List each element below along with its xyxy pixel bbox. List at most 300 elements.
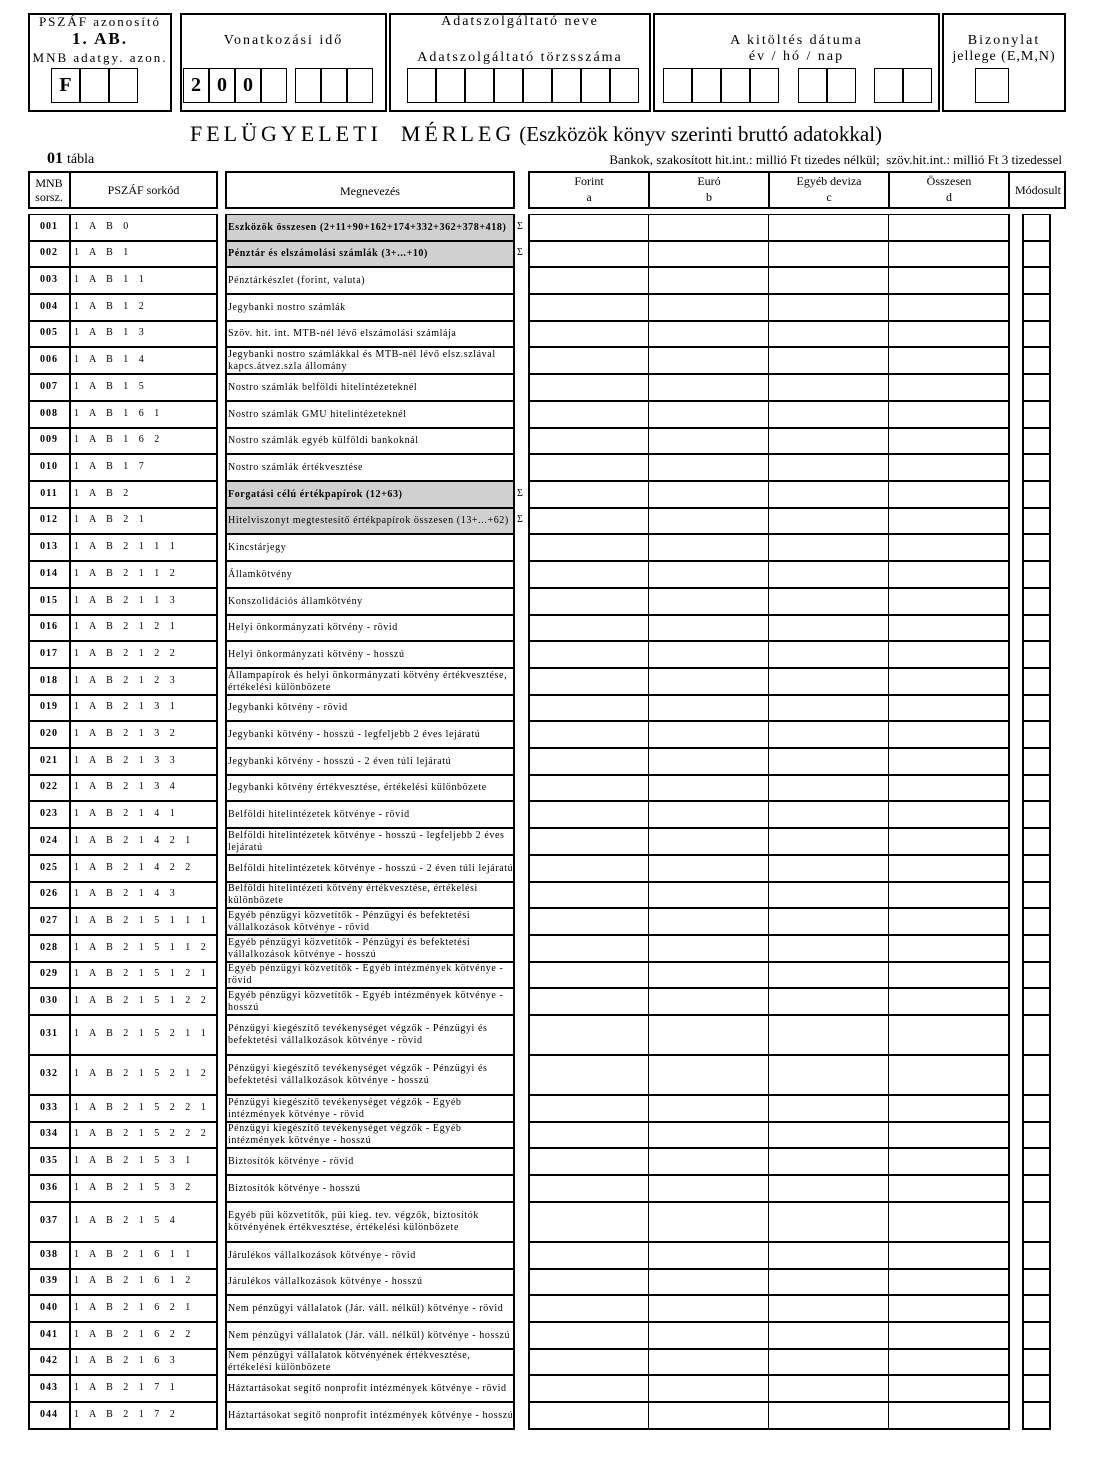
cell-modified[interactable] [1022, 428, 1051, 454]
cell-modified[interactable] [1022, 561, 1051, 588]
cell-euro[interactable] [648, 1322, 769, 1349]
cell-euro[interactable] [648, 988, 769, 1015]
period-digit-2[interactable]: 0 [209, 68, 235, 103]
period-digit-4[interactable] [261, 68, 287, 103]
period-digit-1[interactable]: 2 [183, 68, 209, 103]
provider-id-digit-4[interactable] [494, 68, 523, 103]
cell-modified[interactable] [1022, 1269, 1051, 1295]
cell-modified[interactable] [1022, 962, 1051, 988]
cell-forint[interactable] [528, 1175, 649, 1202]
row-code-divider [69, 855, 71, 882]
doc-type-input[interactable] [975, 68, 1009, 103]
cell-euro[interactable] [648, 882, 769, 908]
cell-euro[interactable] [648, 935, 769, 962]
cell-modified[interactable] [1022, 775, 1051, 801]
provider-id-digit-6[interactable] [552, 68, 581, 103]
cell-other-currency[interactable] [768, 1402, 889, 1429]
cell-total[interactable] [888, 908, 1010, 935]
cell-forint[interactable] [528, 962, 649, 988]
cell-euro[interactable] [648, 1055, 769, 1095]
cell-total[interactable] [888, 855, 1010, 882]
cell-total[interactable] [888, 1242, 1010, 1269]
cell-other-currency[interactable] [768, 882, 889, 908]
fill-date-digit-2[interactable] [692, 68, 721, 103]
cell-euro[interactable] [648, 481, 769, 508]
doc-type-options: jellege (E,M,N) [952, 49, 1056, 64]
cell-euro[interactable] [648, 1375, 769, 1402]
cell-forint[interactable] [528, 294, 649, 321]
cell-other-currency[interactable] [768, 561, 889, 588]
cell-euro[interactable] [648, 241, 769, 267]
cell-total[interactable] [888, 1202, 1010, 1242]
cell-modified[interactable] [1022, 214, 1051, 241]
fill-date-digit-4[interactable] [750, 68, 779, 103]
row-mnb-number: 035 [40, 1154, 58, 1166]
cell-total[interactable] [888, 1402, 1010, 1429]
cell-forint[interactable] [528, 1095, 649, 1122]
cell-forint[interactable] [528, 1269, 649, 1295]
cell-total[interactable] [888, 374, 1010, 401]
cell-euro[interactable] [648, 1402, 769, 1429]
cell-euro[interactable] [648, 828, 769, 855]
cell-modified[interactable] [1022, 454, 1051, 481]
provider-id-label: Adatszolgáltató törzsszáma [417, 50, 623, 65]
cell-other-currency[interactable] [768, 1202, 889, 1242]
cell-modified[interactable] [1022, 1322, 1051, 1349]
cell-euro[interactable] [648, 214, 769, 241]
cell-other-currency[interactable] [768, 721, 889, 748]
cell-total[interactable] [888, 828, 1010, 855]
cell-euro[interactable] [648, 1122, 769, 1148]
cell-modified[interactable] [1022, 481, 1051, 508]
provider-id-digit-2[interactable] [436, 68, 465, 103]
cell-euro[interactable] [648, 908, 769, 935]
cell-modified[interactable] [1022, 1242, 1051, 1269]
cell-other-currency[interactable] [768, 1095, 889, 1122]
cell-euro[interactable] [648, 347, 769, 374]
cell-total[interactable] [888, 1015, 1010, 1055]
cell-forint[interactable] [528, 454, 649, 481]
cell-modified[interactable] [1022, 1375, 1051, 1402]
cell-euro[interactable] [648, 534, 769, 561]
cell-euro[interactable] [648, 1202, 769, 1242]
cell-forint[interactable] [528, 668, 649, 695]
cell-euro[interactable] [648, 1148, 769, 1175]
cell-other-currency[interactable] [768, 908, 889, 935]
row-mnb-number: 029 [40, 968, 58, 979]
cell-modified[interactable] [1022, 294, 1051, 321]
cell-other-currency[interactable] [768, 855, 889, 882]
cell-other-currency[interactable] [768, 1015, 889, 1055]
cell-euro[interactable] [648, 721, 769, 748]
provider-id-digit-3[interactable] [465, 68, 494, 103]
cell-modified[interactable] [1022, 1095, 1051, 1122]
provider-id-digit-5[interactable] [523, 68, 552, 103]
cell-modified[interactable] [1022, 1148, 1051, 1175]
cell-other-currency[interactable] [768, 347, 889, 374]
sum-icon: Σ [517, 514, 523, 525]
cell-other-currency[interactable] [768, 294, 889, 321]
mnb-id-char-1[interactable]: F [51, 68, 80, 103]
row-pszaf-code: 1 A B 2 1 5 2 2 1 [74, 1101, 210, 1113]
row-pszaf-code: 1 A B 2 1 5 1 1 2 [74, 941, 210, 953]
cell-total[interactable] [888, 615, 1010, 641]
cell-modified[interactable] [1022, 1402, 1051, 1429]
cell-modified[interactable] [1022, 534, 1051, 561]
cell-forint[interactable] [528, 1295, 649, 1322]
row-code-divider [69, 508, 71, 534]
cell-euro[interactable] [648, 801, 769, 828]
cell-total[interactable] [888, 401, 1010, 428]
cell-total[interactable] [888, 1095, 1010, 1122]
cell-forint[interactable] [528, 882, 649, 908]
period-digit-3[interactable]: 0 [235, 68, 261, 103]
row-name: Belföldi hitelintézetek kötvénye - hosszú - 2 éven túli lejáratú [228, 862, 514, 874]
cell-forint[interactable] [528, 641, 649, 668]
cell-total[interactable] [888, 588, 1010, 615]
cell-other-currency[interactable] [768, 615, 889, 641]
cell-euro[interactable] [648, 508, 769, 534]
cell-euro[interactable] [648, 588, 769, 615]
cell-modified[interactable] [1022, 935, 1051, 962]
cell-euro[interactable] [648, 1095, 769, 1122]
cell-forint[interactable] [528, 935, 649, 962]
row-code-divider [69, 615, 71, 641]
cell-forint[interactable] [528, 908, 649, 935]
cell-euro[interactable] [648, 962, 769, 988]
table-number [47, 150, 94, 168]
row-pszaf-code: 1 A B 2 1 3 3 [74, 754, 179, 766]
cell-forint[interactable] [528, 241, 649, 267]
cell-other-currency[interactable] [768, 481, 889, 508]
cell-other-currency[interactable] [768, 401, 889, 428]
cell-other-currency[interactable] [768, 214, 889, 241]
cell-forint[interactable] [528, 988, 649, 1015]
cell-forint[interactable] [528, 428, 649, 454]
cell-forint[interactable] [528, 1402, 649, 1429]
row-mnb-number: 027 [40, 914, 58, 926]
row-name: Szöv. hit. int. MTB-nél lévő elszámolási számlája [228, 328, 457, 339]
cell-forint[interactable] [528, 855, 649, 882]
cell-euro[interactable] [648, 748, 769, 775]
cell-forint[interactable] [528, 481, 649, 508]
cell-total[interactable] [888, 801, 1010, 828]
cell-other-currency[interactable] [768, 935, 889, 962]
period-digit-5[interactable] [295, 68, 321, 103]
cell-forint[interactable] [528, 1148, 649, 1175]
cell-forint[interactable] [528, 695, 649, 721]
cell-euro[interactable] [648, 428, 769, 454]
cell-total[interactable] [888, 882, 1010, 908]
cell-forint[interactable] [528, 1122, 649, 1148]
cell-total[interactable] [888, 695, 1010, 721]
cell-forint[interactable] [528, 775, 649, 801]
col-head-name: Megnevezés [340, 184, 400, 198]
cell-euro[interactable] [648, 454, 769, 481]
period-digit-6[interactable] [321, 68, 347, 103]
cell-modified[interactable] [1022, 1175, 1051, 1202]
row-code-divider [69, 721, 71, 748]
cell-euro[interactable] [648, 1295, 769, 1322]
period-digit-7[interactable] [347, 68, 373, 103]
row-pszaf-code: 1 A B 2 1 6 1 1 [74, 1248, 195, 1260]
row-code-divider [69, 588, 71, 615]
row-pszaf-code: 1 A B 2 1 3 2 [74, 727, 179, 739]
cell-forint[interactable] [528, 1015, 649, 1055]
cell-modified[interactable] [1022, 1295, 1051, 1322]
cell-euro[interactable] [648, 615, 769, 641]
cell-other-currency[interactable] [768, 1322, 889, 1349]
cell-total[interactable] [888, 534, 1010, 561]
cell-other-currency[interactable] [768, 508, 889, 534]
row-name: Jegybanki kötvény - hosszú - legfeljebb 2 éves lejáratú [228, 728, 481, 740]
cell-other-currency[interactable] [768, 801, 889, 828]
cell-total[interactable] [888, 1295, 1010, 1322]
row-name: Egyéb pénzügyi közvetítők - Pénzügyi és befektetési vállalkozások kötvénye - rövid [228, 909, 471, 933]
mnb-id-char-2[interactable] [80, 68, 109, 103]
cell-forint[interactable] [528, 1055, 649, 1095]
cell-total[interactable] [888, 481, 1010, 508]
cell-euro[interactable] [648, 267, 769, 294]
cell-forint[interactable] [528, 615, 649, 641]
cell-forint[interactable] [528, 374, 649, 401]
cell-other-currency[interactable] [768, 1122, 889, 1148]
cell-modified[interactable] [1022, 374, 1051, 401]
cell-forint[interactable] [528, 508, 649, 534]
row-mnb-number: 038 [40, 1248, 58, 1260]
cell-modified[interactable] [1022, 588, 1051, 615]
cell-modified[interactable] [1022, 615, 1051, 641]
col-head-euro: Euró [697, 174, 721, 188]
cell-other-currency[interactable] [768, 428, 889, 454]
row-name: Járulékos vállalkozások kötvénye - hosszú [228, 1276, 423, 1287]
cell-modified[interactable] [1022, 508, 1051, 534]
row-name: Államkötvény [228, 568, 293, 580]
cell-other-currency[interactable] [768, 267, 889, 294]
row-mnb-number: 026 [40, 888, 58, 899]
row-code-divider [69, 1322, 71, 1349]
row-code-divider [69, 1122, 71, 1148]
mnb-id-char-3[interactable] [109, 68, 138, 103]
cell-euro[interactable] [648, 855, 769, 882]
fill-date-digit-5[interactable] [798, 68, 827, 103]
cell-total[interactable] [888, 428, 1010, 454]
fill-date-digit-1[interactable] [663, 68, 692, 103]
provider-id-digit-1[interactable] [407, 68, 436, 103]
cell-total[interactable] [888, 988, 1010, 1015]
cell-euro[interactable] [648, 561, 769, 588]
cell-forint[interactable] [528, 588, 649, 615]
cell-other-currency[interactable] [768, 828, 889, 855]
cell-modified[interactable] [1022, 828, 1051, 855]
cell-modified[interactable] [1022, 882, 1051, 908]
cell-total[interactable] [888, 294, 1010, 321]
cell-euro[interactable] [648, 775, 769, 801]
cell-forint[interactable] [528, 828, 649, 855]
cell-total[interactable] [888, 1175, 1010, 1202]
row-pszaf-code: 1 A B 2 1 5 2 1 2 [74, 1068, 210, 1079]
cell-modified[interactable] [1022, 695, 1051, 721]
cell-other-currency[interactable] [768, 988, 889, 1015]
row-name: Járulékos vállalkozások kötvénye - rövid [228, 1249, 416, 1261]
cell-euro[interactable] [648, 401, 769, 428]
cell-other-currency[interactable] [768, 1349, 889, 1375]
cell-forint[interactable] [528, 748, 649, 775]
cell-total[interactable] [888, 1269, 1010, 1295]
cell-total[interactable] [888, 561, 1010, 588]
cell-modified[interactable] [1022, 241, 1051, 267]
row-code-divider [69, 962, 71, 988]
cell-total[interactable] [888, 321, 1010, 347]
row-pszaf-code: 1 A B 2 1 3 1 [74, 701, 179, 712]
cell-modified[interactable] [1022, 321, 1051, 347]
cell-forint[interactable] [528, 561, 649, 588]
row-pszaf-code: 1 A B 2 1 4 2 2 [74, 861, 195, 873]
cell-total[interactable] [888, 1122, 1010, 1148]
cell-other-currency[interactable] [768, 1375, 889, 1402]
cell-total[interactable] [888, 347, 1010, 374]
cell-total[interactable] [888, 1148, 1010, 1175]
cell-total[interactable] [888, 775, 1010, 801]
cell-other-currency[interactable] [768, 695, 889, 721]
cell-total[interactable] [888, 1349, 1010, 1375]
cell-forint[interactable] [528, 267, 649, 294]
cell-total[interactable] [888, 668, 1010, 695]
cell-other-currency[interactable] [768, 374, 889, 401]
row-code-divider [69, 534, 71, 561]
row-mnb-number: 030 [40, 994, 58, 1006]
cell-euro[interactable] [648, 374, 769, 401]
cell-euro[interactable] [648, 668, 769, 695]
cell-other-currency[interactable] [768, 748, 889, 775]
cell-euro[interactable] [648, 1175, 769, 1202]
cell-modified[interactable] [1022, 1349, 1051, 1375]
row-pszaf-code: 1 A B 1 6 1 [74, 407, 164, 419]
cell-other-currency[interactable] [768, 1148, 889, 1175]
cell-total[interactable] [888, 962, 1010, 988]
cell-modified[interactable] [1022, 801, 1051, 828]
cell-modified[interactable] [1022, 855, 1051, 882]
cell-total[interactable] [888, 641, 1010, 668]
cell-forint[interactable] [528, 1375, 649, 1402]
row-name: Jegybanki kötvény értékvesztése, értékelési különbözete [228, 782, 487, 793]
cell-euro[interactable] [648, 695, 769, 721]
cell-total[interactable] [888, 241, 1010, 267]
cell-total[interactable] [888, 454, 1010, 481]
fill-date-digit-7[interactable] [874, 68, 903, 103]
cell-euro[interactable] [648, 1015, 769, 1055]
row-pszaf-code: 1 A B 2 1 3 4 [74, 781, 179, 792]
cell-other-currency[interactable] [768, 1175, 889, 1202]
row-pszaf-code: 1 A B 1 3 [74, 327, 148, 338]
cell-other-currency[interactable] [768, 321, 889, 347]
cell-other-currency[interactable] [768, 1242, 889, 1269]
cell-modified[interactable] [1022, 1015, 1051, 1055]
cell-forint[interactable] [528, 1242, 649, 1269]
provider-id-digit-8[interactable] [610, 68, 639, 103]
cell-other-currency[interactable] [768, 668, 889, 695]
cell-modified[interactable] [1022, 641, 1051, 668]
cell-modified[interactable] [1022, 668, 1051, 695]
cell-euro[interactable] [648, 1269, 769, 1295]
cell-other-currency[interactable] [768, 588, 889, 615]
cell-other-currency[interactable] [768, 775, 889, 801]
cell-other-currency[interactable] [768, 641, 889, 668]
cell-other-currency[interactable] [768, 1269, 889, 1295]
cell-modified[interactable] [1022, 908, 1051, 935]
cell-modified[interactable] [1022, 401, 1051, 428]
cell-forint[interactable] [528, 1322, 649, 1349]
cell-other-currency[interactable] [768, 1055, 889, 1095]
cell-forint[interactable] [528, 721, 649, 748]
row-pszaf-code: 1 A B 2 1 6 2 2 [74, 1328, 195, 1340]
cell-total[interactable] [888, 748, 1010, 775]
cell-forint[interactable] [528, 1202, 649, 1242]
cell-total[interactable] [888, 267, 1010, 294]
period-label: Vonatkozási idő [223, 33, 344, 48]
cell-modified[interactable] [1022, 748, 1051, 775]
cell-modified[interactable] [1022, 1202, 1051, 1242]
row-name: Jegybanki kötvény - rövid [228, 702, 348, 713]
fill-date-digit-6[interactable] [827, 68, 856, 103]
title-main: FELÜGYELETI MÉRLEG [190, 121, 516, 146]
cell-modified[interactable] [1022, 347, 1051, 374]
row-mnb-number: 042 [40, 1355, 58, 1366]
cell-other-currency[interactable] [768, 962, 889, 988]
cell-total[interactable] [888, 1375, 1010, 1402]
cell-euro[interactable] [648, 1349, 769, 1375]
fill-date-digit-8[interactable] [903, 68, 932, 103]
cell-modified[interactable] [1022, 988, 1051, 1015]
cell-euro[interactable] [648, 294, 769, 321]
cell-other-currency[interactable] [768, 241, 889, 267]
row-mnb-number: 024 [40, 834, 58, 846]
provider-id-digit-7[interactable] [581, 68, 610, 103]
cell-euro[interactable] [648, 641, 769, 668]
cell-modified[interactable] [1022, 1122, 1051, 1148]
cell-forint[interactable] [528, 214, 649, 241]
cell-forint[interactable] [528, 347, 649, 374]
cell-forint[interactable] [528, 801, 649, 828]
cell-other-currency[interactable] [768, 1295, 889, 1322]
row-code-divider [69, 374, 71, 401]
cell-forint[interactable] [528, 321, 649, 347]
cell-total[interactable] [888, 1055, 1010, 1095]
cell-modified[interactable] [1022, 721, 1051, 748]
cell-total[interactable] [888, 1322, 1010, 1349]
cell-other-currency[interactable] [768, 454, 889, 481]
cell-modified[interactable] [1022, 1055, 1051, 1095]
row-code-divider [69, 1175, 71, 1202]
cell-modified[interactable] [1022, 267, 1051, 294]
fill-date-digit-3[interactable] [721, 68, 750, 103]
cell-euro[interactable] [648, 321, 769, 347]
cell-total[interactable] [888, 721, 1010, 748]
sum-icon: Σ [517, 220, 523, 232]
row-name: Belföldi hitelintézetek kötvénye - hosszú - legfeljebb 2 éves lejáratú [228, 829, 505, 853]
row-pszaf-code: 1 A B 2 1 5 1 1 1 [74, 914, 210, 926]
cell-total[interactable] [888, 508, 1010, 534]
row-code-divider [69, 908, 71, 935]
cell-forint[interactable] [528, 534, 649, 561]
row-mnb-number: 021 [40, 754, 58, 766]
cell-euro[interactable] [648, 1242, 769, 1269]
cell-forint[interactable] [528, 1349, 649, 1375]
cell-total[interactable] [888, 935, 1010, 962]
cell-other-currency[interactable] [768, 534, 889, 561]
cell-forint[interactable] [528, 401, 649, 428]
cell-total[interactable] [888, 214, 1010, 241]
